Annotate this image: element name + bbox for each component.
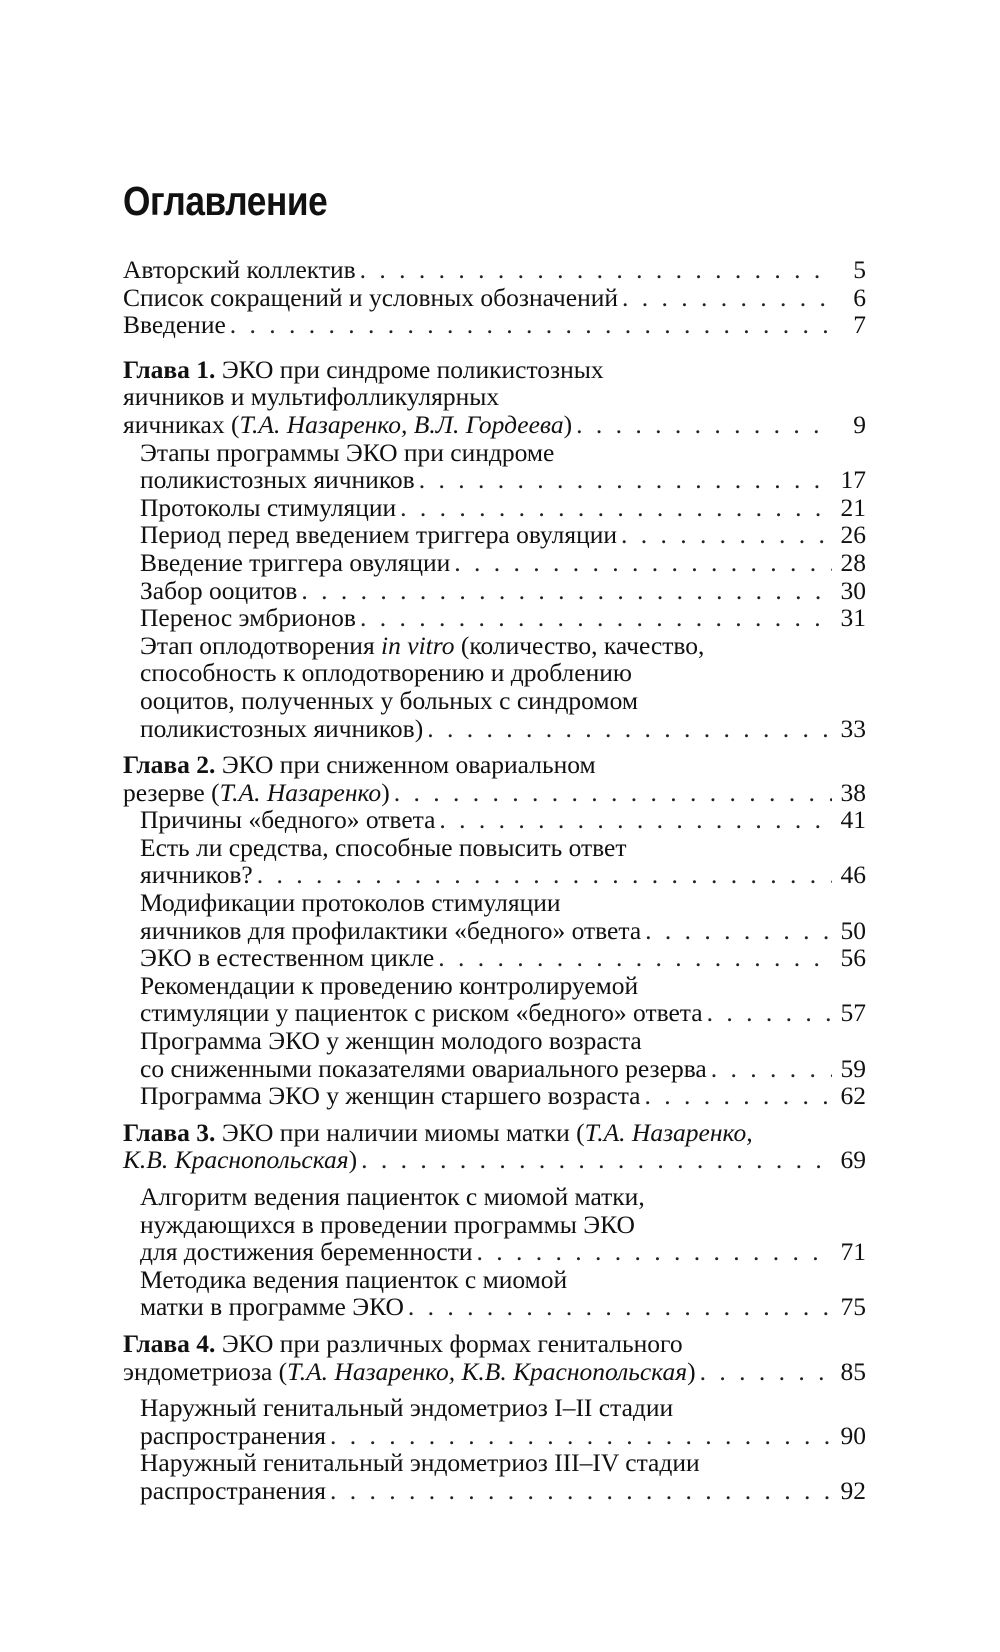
dot-leader [394,779,832,807]
section-title: распространения [140,1420,326,1450]
dot-leader [576,411,832,439]
section-title: Введение триггера овуляции [140,547,451,577]
toc-section [123,1082,866,1110]
chapter-title: ЭКО при сниженном овариальном [215,750,596,780]
page-number: 90 [840,1420,866,1450]
section-title: нуждающихся в проведении программы ЭКО [140,1209,635,1239]
page-title: Оглавление [123,178,328,224]
section-title: со сниженными показателями овариального резерва [140,1053,707,1083]
toc-section [123,806,866,834]
section-title: Период перед введением триггера овуляции [140,520,618,550]
toc-section [123,889,866,944]
toc-section [123,1394,866,1449]
chapter-title: ) [381,777,390,807]
section-title: Модификации протоколов стимуляции [140,888,561,918]
section-title: Программа ЭКО у женщин молодого возраста [140,1026,642,1056]
dot-leader [408,1293,832,1321]
page-number: 30 [840,575,866,605]
dot-leader [257,861,832,889]
page-number: 7 [853,310,866,340]
dot-leader [361,1146,832,1174]
dot-leader [301,577,832,605]
page-number: 41 [840,805,866,835]
toc-section [123,834,866,889]
chapter-authors: Т.А. Назаренко, К.В. Краснопольская [287,1356,688,1386]
page-number: 46 [840,860,866,890]
chapter-title: резерве ( [123,777,220,807]
section-title: поликистозных яичников) [140,713,424,743]
section-title: Методика ведения пациенток с миомой [140,1264,568,1294]
toc-section [123,944,866,972]
section-title: способность к оплодотворению и дроблению [140,658,632,688]
toc-section [123,549,866,577]
dot-leader [360,604,832,632]
chapter-title: ) [563,409,573,439]
dot-leader [330,1477,832,1505]
chapter-title: ЭКО при различных формах генитального [215,1328,683,1358]
section-title: Наружный генитальный эндометриоз I–II стадии [140,1393,674,1423]
section-title: Есть ли средства, способные повысить ответ [140,832,627,862]
section-title: стимуляции у пациенток с риском «бедного» ответа [140,998,703,1028]
page-number: 92 [840,1475,866,1505]
entry-title: Введение [123,310,226,340]
page-number: 31 [840,603,866,633]
section-title: распространения [140,1475,326,1505]
section-title: Причины «бедного» ответа [140,805,436,835]
toc-chapter-2 [123,751,866,806]
dot-leader [622,284,832,312]
chapter-title: ) [687,1356,696,1386]
page-number: 26 [840,520,866,550]
page-number: 56 [840,943,866,973]
dot-leader [439,806,832,834]
dot-leader [700,1358,832,1386]
chapter-label: Глава 1. [123,354,216,384]
chapter-title: яичниках ( [123,409,240,439]
section-title: поликистозных яичников [140,465,415,495]
section-title: ЭКО в естественном цикле [140,943,435,973]
dot-leader [707,999,832,1027]
page-number: 21 [840,492,866,522]
section-title: Наружный генитальный эндометриоз III–IV стадии [140,1448,700,1478]
chapter-authors: К.В. Краснопольская [123,1145,349,1175]
toc-section [123,1027,866,1082]
toc-section [123,439,866,494]
page-number: 9 [853,409,866,439]
chapter-authors: Т.А. Назаренко [219,777,382,807]
page-number: 50 [840,915,866,945]
toc-section [123,632,866,742]
page-number: 85 [840,1356,866,1386]
toc-section [123,521,866,549]
dot-leader [400,494,832,522]
section-title: Этапы программы ЭКО при синдроме [140,437,555,467]
dot-leader [477,1238,832,1266]
toc-chapter-4 [123,1330,866,1385]
toc-chapter-1 [123,356,866,439]
toc-entry-authors [123,256,866,284]
page-number: 57 [840,998,866,1028]
chapter-authors: Т.А. Назаренко, В.Л. Гордеева [239,409,564,439]
page-number: 62 [840,1081,866,1111]
toc-chapter-3 [123,1119,866,1174]
toc-section [123,1266,866,1321]
entry-title: Авторский коллектив [123,255,356,284]
section-title: матки в программе ЭКО [140,1292,404,1322]
table-of-contents [123,256,866,1505]
section-title-italic: in vitro [381,630,455,660]
toc-section [123,972,866,1027]
dot-leader [621,521,832,549]
section-title: Забор ооцитов [140,575,298,605]
page-number: 69 [840,1145,866,1175]
chapter-label: Глава 2. [123,750,216,780]
chapter-title-line: яичников и мультифолликулярных [123,382,500,412]
chapter-title: ) [348,1145,358,1175]
section-title: для достижения беременности [140,1237,473,1267]
dot-leader [230,311,832,339]
chapter-title: ЭКО при наличии миомы матки ( [215,1117,585,1147]
toc-section [123,1449,866,1504]
chapter-title: ЭКО при синдроме поликистозных [215,354,604,384]
chapter-label: Глава 3. [123,1117,216,1147]
section-title: ооцитов, полученных у больных с синдромом [140,685,638,715]
chapter-label: Глава 4. [123,1328,216,1358]
section-title: Перенос эмбрионов [140,603,356,633]
page-number: 5 [853,255,866,284]
page-number: 17 [840,465,866,495]
dot-leader [360,256,832,284]
section-title: яичников для профилактики «бедного» ответа [140,915,642,945]
page-number: 38 [840,777,866,807]
section-title: Программа ЭКО у женщин старшего возраста [140,1081,641,1111]
section-title: Рекомендации к проведению контролируемой [140,970,639,1000]
page-number: 6 [853,282,866,312]
page-number: 33 [840,713,866,743]
toc-section [123,577,866,605]
section-title: Алгоритм ведения пациенток с миомой матки, [140,1182,645,1211]
page-number: 71 [840,1237,866,1267]
toc-section [123,604,866,632]
section-title: Протоколы стимуляции [140,492,397,522]
section-title: (количество, качество, [454,630,705,660]
dot-leader [330,1422,832,1450]
dot-leader [645,917,832,945]
dot-leader [427,715,832,743]
dot-leader [711,1055,832,1083]
page-number: 59 [840,1053,866,1083]
page-number: 75 [840,1292,866,1322]
dot-leader [438,944,832,972]
dot-leader [645,1082,833,1110]
toc-section [123,1183,866,1266]
section-title: Этап оплодотворения [140,630,382,660]
chapter-authors: Т.А. Назаренко, [584,1117,753,1147]
page-number: 28 [840,547,866,577]
toc-entry-abbreviations [123,284,866,312]
toc-section [123,494,866,522]
toc-entry-introduction [123,311,866,339]
dot-leader [454,549,832,577]
section-title: яичников? [140,860,253,890]
dot-leader [419,466,832,494]
entry-title: Список сокращений и условных обозначений [123,282,619,312]
chapter-title: эндометриоза ( [123,1356,288,1386]
